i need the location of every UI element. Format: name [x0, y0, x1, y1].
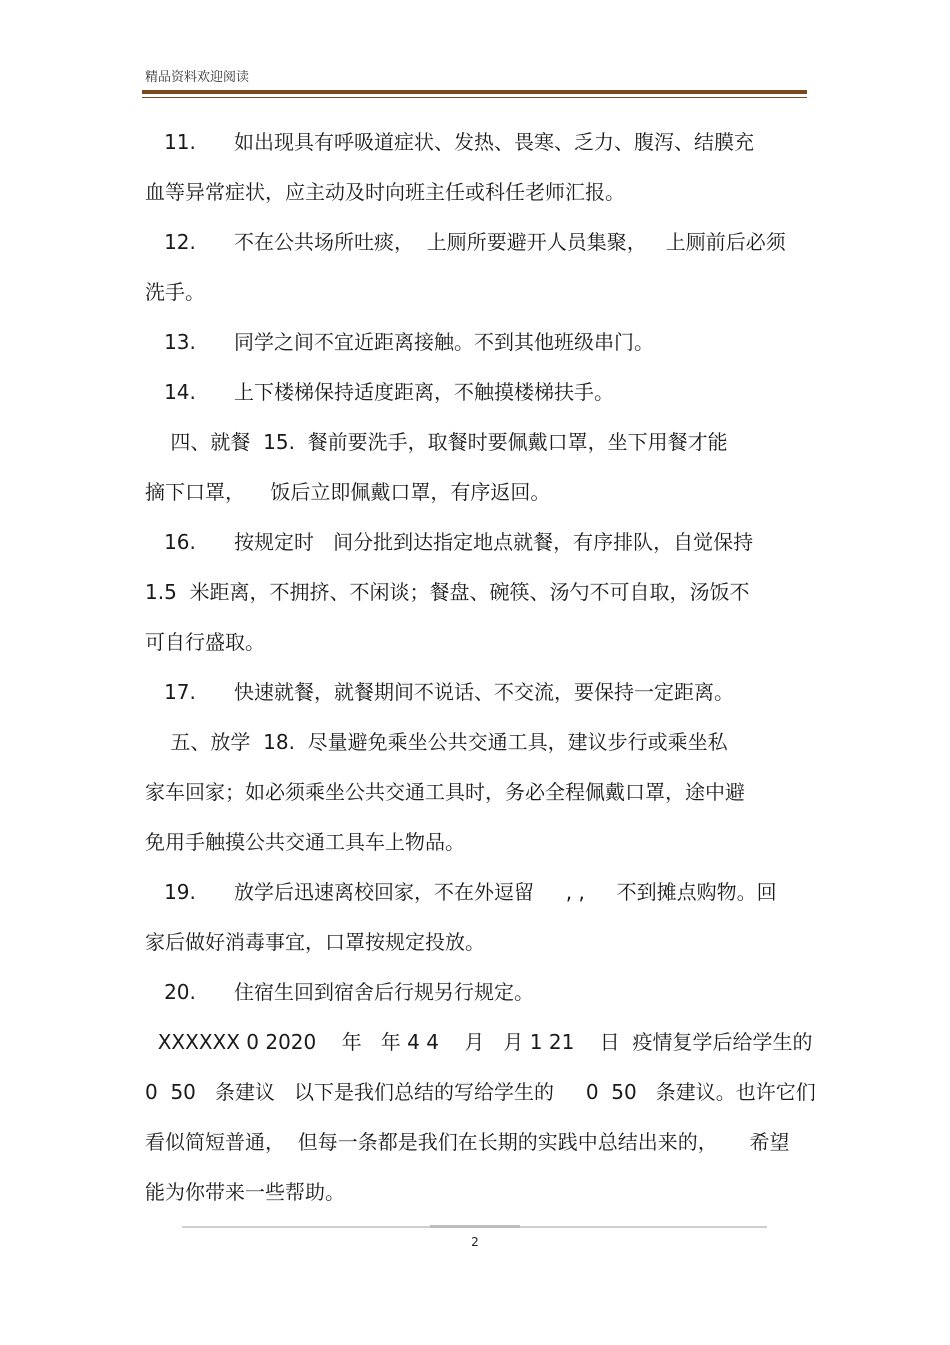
- text-line: 17. 快速就餐，就餐期间不说话、不交流，要保持一定距离。: [145, 680, 735, 704]
- text-line: 16. 按规定时 间分批到达指定地点就餐，有序排队，自觉保持: [145, 530, 754, 554]
- text-line: 看似简短普通， 但每一条都是我们在长期的实践中总结出来的， 希望: [145, 1130, 790, 1154]
- header-rule-thin: [142, 97, 807, 98]
- text-line: 五、放学 18. 尽量避免乘坐公共交通工具，建议步行或乘坐私: [145, 730, 728, 754]
- text-line: 摘下口罩， 饭后立即佩戴口罩，有序返回。: [145, 480, 551, 504]
- text-line: 四、就餐 15. 餐前要洗手，取餐时要佩戴口罩，坐下用餐才能: [145, 430, 728, 454]
- text-line: 12. 不在公共场所吐痰， 上厕所要避开人员集聚， 上厕前后必须: [145, 230, 786, 254]
- footer-rule-accent: [430, 1225, 520, 1228]
- text-line: 13. 同学之间不宜近距离接触。不到其他班级串门。: [145, 330, 655, 354]
- text-line: 19. 放学后迅速离校回家，不在外逗留 , , 不到摊点购物。回: [145, 880, 777, 904]
- text-line: 20. 住宿生回到宿舍后行规另行规定。: [145, 980, 535, 1004]
- header-rule-thick: [142, 90, 807, 94]
- page-header-title: 精品资料欢迎阅读: [145, 70, 250, 85]
- text-line: 可自行盛取。: [145, 630, 265, 654]
- text-line: 0 50 条建议 以下是我们总结的写给学生的 0 50 条建议。也许它们: [145, 1080, 816, 1104]
- text-line: 11. 如出现具有呼吸道症状、发热、畏寒、乏力、腹泻、结膜充: [145, 130, 755, 154]
- text-line: 家后做好消毒事宜，口罩按规定投放。: [145, 930, 485, 954]
- text-line: 14. 上下楼梯保持适度距离，不触摸楼梯扶手。: [145, 380, 615, 404]
- text-line: 免用手触摸公共交通工具车上物品。: [145, 830, 465, 854]
- text-line: 血等异常症状，应主动及时向班主任或科任老师汇报。: [145, 180, 625, 204]
- page-number: 2: [471, 1235, 479, 1249]
- text-line: XXXXXX 0 2020 年 年 4 4 月 月 1 21 日 疫情复学后给学生的: [145, 1030, 813, 1054]
- text-line: 洗手。: [145, 280, 205, 304]
- text-line: 家车回家；如必须乘坐公共交通工具时，务必全程佩戴口罩，途中避: [145, 780, 745, 804]
- text-line: 能为你带来一些帮助。: [145, 1180, 345, 1204]
- text-line: 1.5 米距离，不拥挤、不闲谈；餐盘、碗筷、汤勺不可自取，汤饭不: [145, 580, 750, 604]
